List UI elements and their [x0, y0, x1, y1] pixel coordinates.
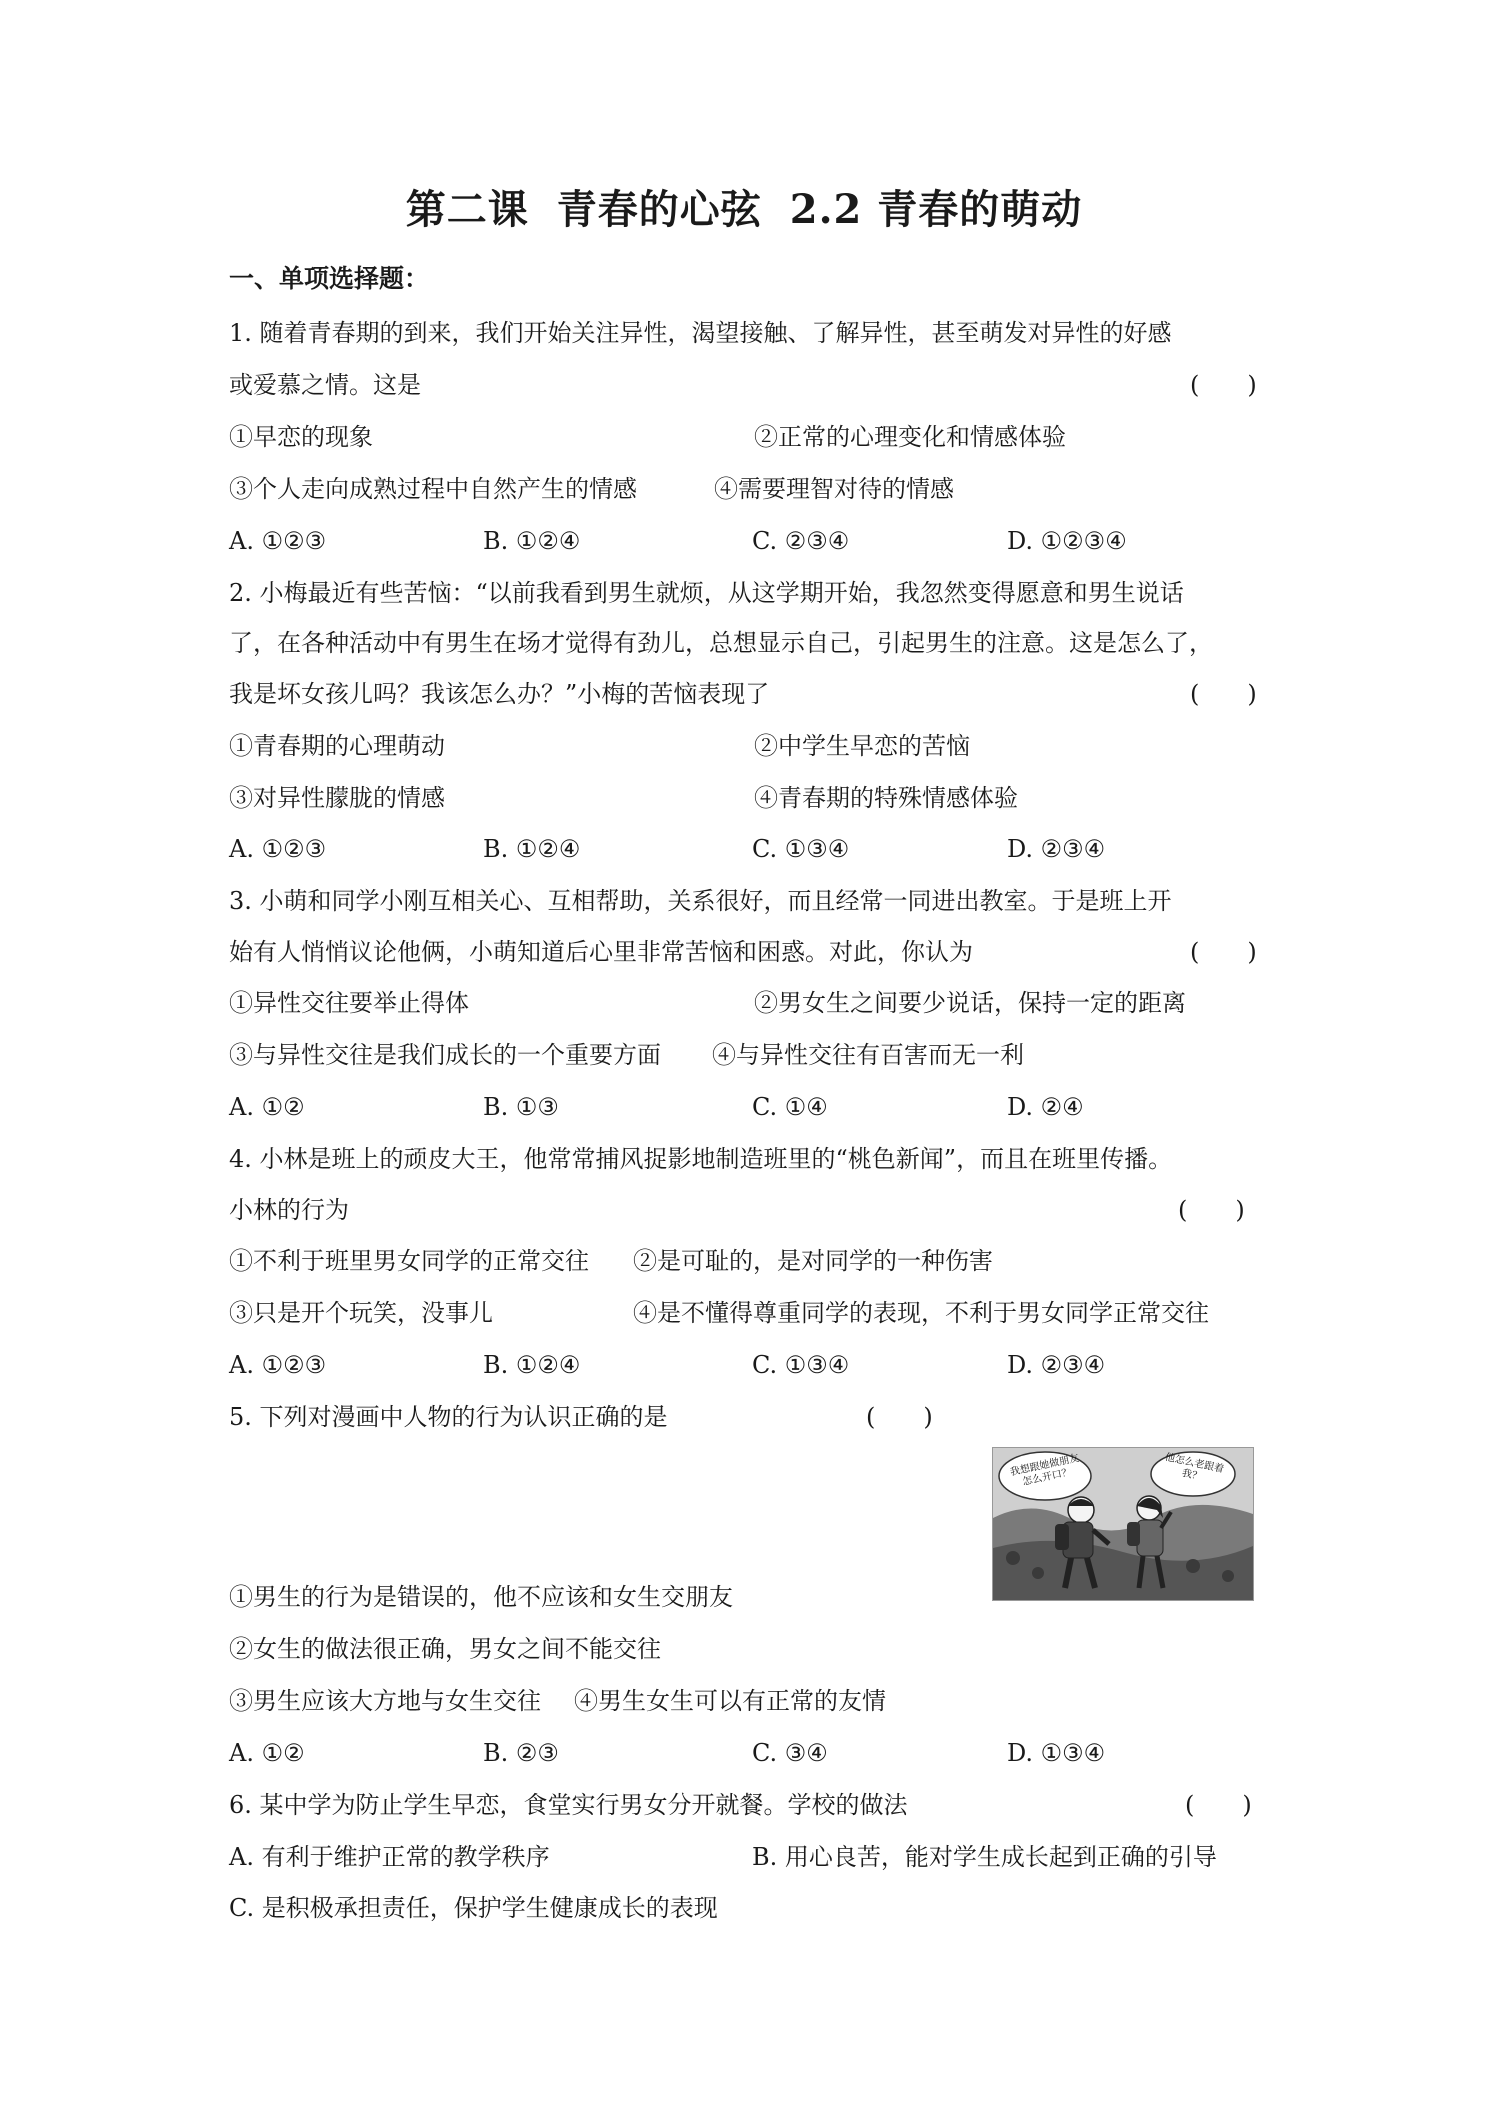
title-lesson: 第二课 [405, 186, 529, 233]
comic-illustration [992, 1447, 1254, 1601]
q2-choice-d: D. ②③④ [1007, 835, 1106, 863]
title-topic: 青春的心弦 [556, 186, 762, 233]
q4-choice-a: A. ①②③ [229, 1351, 327, 1379]
q2-answer-paren: ( ) [1190, 680, 1257, 708]
q1-item-2: ②正常的心理变化和情感体验 [754, 423, 1066, 451]
q3-item-2: ②男女生之间要少说话，保持一定的距离 [754, 989, 1186, 1017]
q6-stem-line1: 6. 某中学为防止学生早恋，食堂实行男女分开就餐。学校的做法 [229, 1791, 908, 1819]
q5-choice-c: C. ③④ [752, 1739, 828, 1767]
q4-answer-paren: ( ) [1178, 1196, 1245, 1224]
title-section: 2.2 青春的萌动 [789, 186, 1083, 233]
q4-stem-line1: 4. 小林是班上的顽皮大王，他常常捕风捉影地制造班里的“桃色新闻”，而且在班里传播。 [229, 1145, 1173, 1173]
q5-choice-d: D. ①③④ [1007, 1739, 1106, 1767]
q2-stem-line2: 了，在各种活动中有男生在场才觉得有劲儿，总想显示自己，引起男生的注意。这是怎么了， [229, 629, 1213, 657]
q1-item-4: ④需要理智对待的情感 [714, 475, 954, 503]
q5-answer-paren: ( ) [866, 1403, 933, 1431]
q4-item-4: ④是不懂得尊重同学的表现，不利于男女同学正常交往 [633, 1299, 1209, 1327]
q3-stem-line1: 3. 小萌和同学小刚互相关心、互相帮助，关系很好，而且经常一同进出教室。于是班上开 [229, 887, 1172, 915]
q4-choice-b: B. ①②④ [483, 1351, 581, 1379]
page-title [0, 178, 1488, 235]
q6-choice-b: B. 用心良苦，能对学生成长起到正确的引导 [752, 1843, 1217, 1871]
q2-item-3: ③对异性朦胧的情感 [229, 784, 445, 812]
section-heading: 一、单项选择题： [229, 264, 430, 293]
q1-stem-line1: 1. 随着青春期的到来，我们开始关注异性，渴望接触、了解异性，甚至萌发对异性的好感 [229, 319, 1172, 347]
q4-item-2: ②是可耻的，是对同学的一种伤害 [633, 1247, 993, 1275]
q5-stem-line1: 5. 下列对漫画中人物的行为认识正确的是 [229, 1403, 668, 1431]
q3-choice-d: D. ②④ [1007, 1093, 1084, 1121]
q2-stem-line1: 2. 小梅最近有些苦恼：“以前我看到男生就烦，从这学期开始，我忽然变得愿意和男生说话 [229, 579, 1184, 607]
q3-item-1: ①异性交往要举止得体 [229, 989, 469, 1017]
q5-item-2: ②女生的做法很正确，男女之间不能交往 [229, 1635, 661, 1663]
q2-stem-line3: 我是坏女孩儿吗？我该怎么办？”小梅的苦恼表现了 [229, 680, 770, 708]
q1-stem-line2: 或爱慕之情。这是 [229, 371, 421, 399]
q6-answer-paren: ( ) [1185, 1791, 1252, 1819]
q1-item-3: ③个人走向成熟过程中自然产生的情感 [229, 475, 637, 503]
q3-choice-b: B. ①③ [483, 1093, 559, 1121]
q5-choice-b: B. ②③ [483, 1739, 559, 1767]
q1-item-1: ①早恋的现象 [229, 423, 373, 451]
comic-bubble-right-text: 他怎么老跟着我？ [1163, 1452, 1225, 1483]
q2-choice-c: C. ①③④ [752, 835, 850, 863]
q4-stem-line2: 小林的行为 [229, 1196, 349, 1224]
q5-item-1: ①男生的行为是错误的，他不应该和女生交朋友 [229, 1583, 733, 1611]
q4-item-1: ①不利于班里男女同学的正常交往 [229, 1247, 589, 1275]
q3-stem-line2: 始有人悄悄议论他俩，小萌知道后心里非常苦恼和困惑。对此，你认为 [229, 938, 973, 966]
q4-choice-c: C. ①③④ [752, 1351, 850, 1379]
q2-choice-b: B. ①②④ [483, 835, 581, 863]
q1-answer-paren: ( ) [1190, 371, 1257, 399]
q3-item-3: ③与异性交往是我们成长的一个重要方面 [229, 1041, 661, 1069]
q3-choice-a: A. ①② [229, 1093, 305, 1121]
q5-choice-a: A. ①② [229, 1739, 305, 1767]
comic-bubble-left-text: 我想跟她做朋友怎么开口？ [1009, 1452, 1081, 1488]
q1-choice-c: C. ②③④ [752, 527, 850, 555]
q3-item-4: ④与异性交往有百害而无一利 [712, 1041, 1024, 1069]
q3-answer-paren: ( ) [1190, 938, 1257, 966]
q1-choice-a: A. ①②③ [229, 527, 327, 555]
q4-item-3: ③只是开个玩笑，没事儿 [229, 1299, 493, 1327]
q3-choice-c: C. ①④ [752, 1093, 828, 1121]
q5-item-3: ③男生应该大方地与女生交往 [229, 1687, 541, 1715]
q1-choice-d: D. ①②③④ [1007, 527, 1127, 555]
q5-item-4: ④男生女生可以有正常的友情 [574, 1687, 886, 1715]
q6-choice-c: C. 是积极承担责任，保护学生健康成长的表现 [229, 1894, 718, 1922]
q2-item-4: ④青春期的特殊情感体验 [754, 784, 1018, 812]
q2-item-1: ①青春期的心理萌动 [229, 732, 445, 760]
q6-choice-a: A. 有利于维护正常的教学秩序 [229, 1843, 550, 1871]
q2-item-2: ②中学生早恋的苦恼 [754, 732, 970, 760]
q2-choice-a: A. ①②③ [229, 835, 327, 863]
q4-choice-d: D. ②③④ [1007, 1351, 1106, 1379]
q1-choice-b: B. ①②④ [483, 527, 581, 555]
